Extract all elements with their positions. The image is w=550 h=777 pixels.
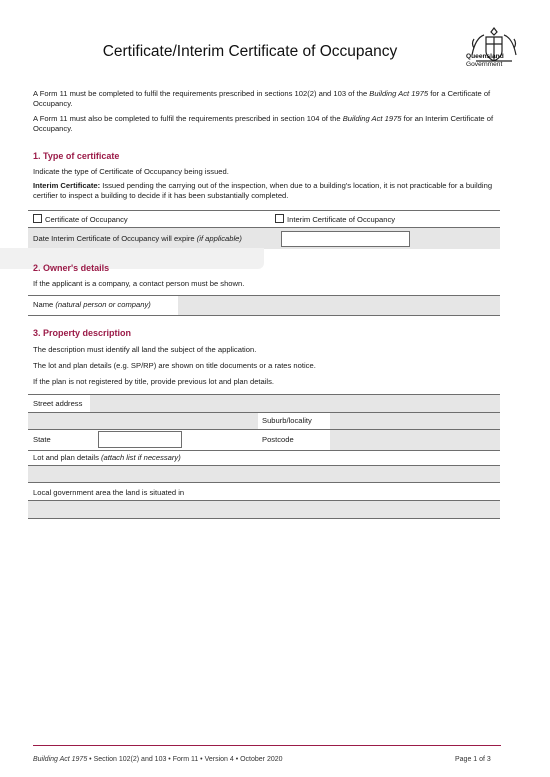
checkbox-interim-certificate[interactable] (275, 214, 284, 223)
interim-definition: Interim Certificate: Issued pending the carrying out of the inspection, when due to a building's location, it is not practicable for a building certifier to inspect a building to decide if it has been substantially completed. (33, 181, 493, 201)
section-2-heading: 2. Owner's details (33, 263, 110, 273)
section-3-heading: 3. Property description (33, 328, 132, 338)
logo-wordmark: Queensland Government (466, 53, 504, 68)
street-address-field-2[interactable] (28, 413, 258, 430)
expiry-date-label: Date Interim Certificate of Occupancy will expire (if applicable) (33, 234, 242, 243)
state-postcode-row (28, 429, 500, 451)
suburb-field[interactable] (330, 413, 500, 430)
section-3-line-2: The lot and plan details (e.g. SP/RP) are shown on title documents or a rates notice. (33, 361, 316, 370)
suburb-label: Suburb/locality (262, 416, 312, 425)
lot-plan-field[interactable] (28, 465, 500, 483)
street-address-field[interactable] (90, 395, 500, 413)
state-field[interactable] (98, 431, 182, 448)
postcode-label: Postcode (262, 435, 294, 444)
section-2-instruction: If the applicant is a company, a contact person must be shown. (33, 279, 245, 288)
intro-paragraph-1: A Form 11 must be completed to fulfil the requirements prescribed in sections 102(2) and 103 of the Building Act 1975 for a Certificate of Occupancy. (33, 89, 491, 109)
page-number: Page 1 of 3 (455, 756, 491, 763)
lga-label-row (28, 482, 500, 501)
checkbox-certificate-of-occupancy[interactable] (33, 214, 42, 223)
section-1-heading: 1. Type of certificate (33, 151, 120, 161)
intro-paragraph-2: A Form 11 must also be completed to fulfil the requirements prescribed in section 104 of the Building Act 1975 for an Interim Certificate of Occupancy. (33, 114, 494, 134)
street-address-row (28, 394, 500, 413)
section-1-instruction: Indicate the type of Certificate of Occupancy being issued. (33, 167, 229, 176)
footer-reference: Building Act 1975 • Section 102(2) and 103 • Form 11 • Version 4 • October 2020 (33, 756, 283, 763)
footer-rule (33, 745, 501, 746)
suburb-row (28, 412, 500, 430)
option-interim-certificate[interactable]: Interim Certificate of Occupancy (275, 214, 395, 225)
lga-field[interactable] (28, 500, 500, 519)
section-3-line-1: The description must identify all land the subject of the application. (33, 345, 257, 354)
page-title: Certificate/Interim Certificate of Occupancy (102, 43, 398, 60)
street-address-label: Street address (33, 399, 83, 408)
owner-name-row (28, 295, 500, 316)
expiry-date-row (28, 227, 500, 249)
lot-plan-label: Lot and plan details (attach list if necessary) (33, 453, 181, 462)
certificate-type-row (28, 210, 500, 228)
owner-name-label: Name (natural person or company) (33, 300, 151, 309)
lga-label: Local government area the land is situated in (33, 488, 185, 497)
lot-plan-label-row (28, 450, 500, 466)
owner-name-field[interactable] (178, 296, 500, 315)
section-3-line-3: If the plan is not registered by title, provide previous lot and plan details. (33, 377, 275, 386)
postcode-field[interactable] (330, 430, 500, 451)
expiry-date-field[interactable] (281, 231, 410, 247)
state-label: State (33, 435, 51, 444)
option-certificate-of-occupancy[interactable]: Certificate of Occupancy (33, 214, 128, 225)
